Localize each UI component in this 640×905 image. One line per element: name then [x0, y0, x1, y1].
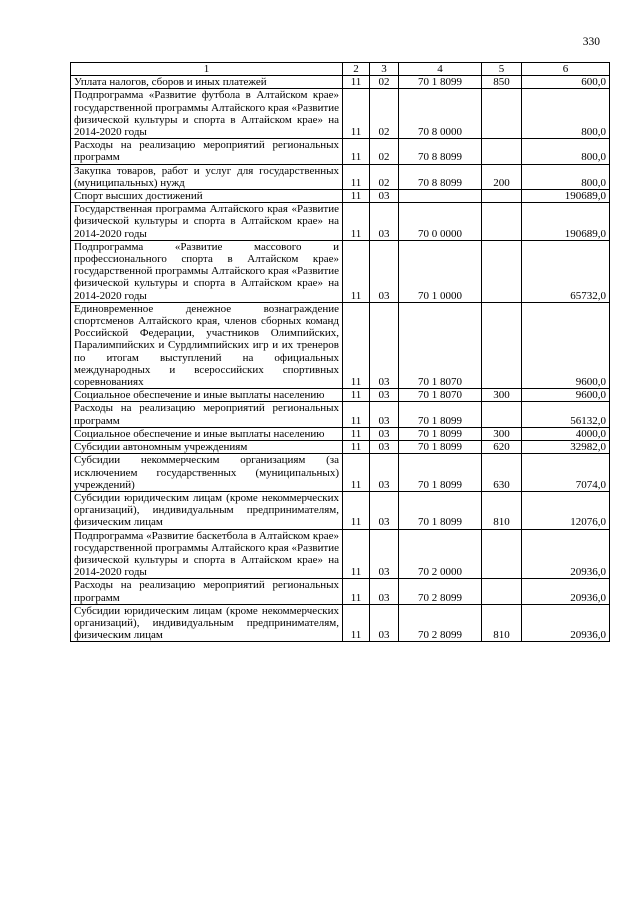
- row-expense-type: [482, 579, 522, 604]
- row-expense-type: 810: [482, 604, 522, 642]
- row-expense-type: [482, 240, 522, 302]
- row-expense-type: 620: [482, 441, 522, 454]
- table-row: [71, 76, 610, 89]
- row-amount: 800,0: [522, 139, 610, 164]
- row-section: 11: [343, 441, 370, 454]
- row-name: Подпрограмма «Развитие массового и профессионального спорта в Алтайском крае» государственной программы Алтайского края «Развитие физической культуры и спорта в Алтайском крае» на 2014-2020 годы: [71, 240, 343, 302]
- row-expense-type: [482, 529, 522, 579]
- table-row: [71, 190, 610, 203]
- table-row: [71, 89, 610, 139]
- row-target-article: 70 1 8099: [399, 454, 482, 492]
- row-subsection: 03: [370, 427, 399, 440]
- row-amount: 800,0: [522, 164, 610, 189]
- row-section: 11: [343, 402, 370, 427]
- row-target-article: [399, 190, 482, 203]
- header-col-6: 6: [522, 63, 610, 76]
- row-amount: 9600,0: [522, 302, 610, 388]
- row-expense-type: [482, 402, 522, 427]
- table-row: [71, 139, 610, 164]
- row-target-article: 70 2 8099: [399, 604, 482, 642]
- row-amount: 20936,0: [522, 579, 610, 604]
- row-section: 11: [343, 302, 370, 388]
- header-col-5: 5: [482, 63, 522, 76]
- table-row: [71, 427, 610, 440]
- table-row: [71, 604, 610, 642]
- row-amount: 800,0: [522, 89, 610, 139]
- budget-table: [70, 62, 610, 642]
- row-subsection: 03: [370, 491, 399, 529]
- row-name: Подпрограмма «Развитие футбола в Алтайском крае» государственной программы Алтайского края «Развитие физической культуры и спорта в Алтайском крае» на 2014-2020 годы: [71, 89, 343, 139]
- row-section: 11: [343, 454, 370, 492]
- row-subsection: 02: [370, 164, 399, 189]
- row-target-article: 70 1 8099: [399, 76, 482, 89]
- row-target-article: 70 1 8070: [399, 302, 482, 388]
- row-section: 11: [343, 139, 370, 164]
- row-section: 11: [343, 240, 370, 302]
- row-section: 11: [343, 164, 370, 189]
- row-target-article: 70 0 0000: [399, 203, 482, 241]
- row-amount: 20936,0: [522, 604, 610, 642]
- row-subsection: 03: [370, 454, 399, 492]
- row-expense-type: 630: [482, 454, 522, 492]
- row-amount: 9600,0: [522, 389, 610, 402]
- row-expense-type: [482, 203, 522, 241]
- row-subsection: 03: [370, 441, 399, 454]
- row-amount: 65732,0: [522, 240, 610, 302]
- header-col-4: 4: [399, 63, 482, 76]
- header-row: [71, 63, 610, 76]
- row-name: Единовременное денежное вознаграждение спортсменов Алтайского края, членов сборных команд Российской Федерации, участников Олимпийских, Паралимпийских и Сурдлимпийских игр и их тренеров по итогам выступлений на официальных международных и всероссийских спортивных соревнованиях: [71, 302, 343, 388]
- row-name: Подпрограмма «Развитие баскетбола в Алтайском крае» государственной программы Алтайского края «Развитие физической культуры и спорта в Алтайском крае» на 2014-2020 годы: [71, 529, 343, 579]
- row-amount: 190689,0: [522, 203, 610, 241]
- table-row: [71, 240, 610, 302]
- row-section: 11: [343, 76, 370, 89]
- row-name: Государственная программа Алтайского края «Развитие физической культуры и спорта в Алтайском крае» на 2014-2020 годы: [71, 203, 343, 241]
- row-expense-type: [482, 139, 522, 164]
- row-subsection: 03: [370, 529, 399, 579]
- table-row: [71, 491, 610, 529]
- row-amount: 12076,0: [522, 491, 610, 529]
- row-section: 11: [343, 389, 370, 402]
- row-name: Спорт высших достижений: [71, 190, 343, 203]
- row-amount: 7074,0: [522, 454, 610, 492]
- row-expense-type: [482, 190, 522, 203]
- row-section: 11: [343, 604, 370, 642]
- row-subsection: 03: [370, 389, 399, 402]
- row-expense-type: 200: [482, 164, 522, 189]
- table-row: [71, 579, 610, 604]
- row-name: Закупка товаров, работ и услуг для государственных (муниципальных) нужд: [71, 164, 343, 189]
- row-expense-type: [482, 89, 522, 139]
- page-number: 330: [582, 36, 600, 48]
- row-target-article: 70 1 0000: [399, 240, 482, 302]
- row-expense-type: 300: [482, 389, 522, 402]
- row-subsection: 03: [370, 203, 399, 241]
- row-subsection: 03: [370, 604, 399, 642]
- row-target-article: 70 8 0000: [399, 89, 482, 139]
- row-target-article: 70 2 0000: [399, 529, 482, 579]
- row-section: 11: [343, 190, 370, 203]
- row-target-article: 70 1 8099: [399, 491, 482, 529]
- row-target-article: 70 1 8099: [399, 402, 482, 427]
- row-name: Субсидии юридическим лицам (кроме некоммерческих организаций), индивидуальным предпринимателям, физическим лицам: [71, 491, 343, 529]
- row-target-article: 70 1 8099: [399, 427, 482, 440]
- row-amount: 4000,0: [522, 427, 610, 440]
- table-row: [71, 389, 610, 402]
- row-expense-type: [482, 302, 522, 388]
- row-expense-type: 810: [482, 491, 522, 529]
- row-name: Социальное обеспечение и иные выплаты населению: [71, 389, 343, 402]
- row-expense-type: 850: [482, 76, 522, 89]
- row-section: 11: [343, 491, 370, 529]
- row-section: 11: [343, 203, 370, 241]
- row-name: Расходы на реализацию мероприятий региональных программ: [71, 579, 343, 604]
- header-col-1: 1: [71, 63, 343, 76]
- row-subsection: 03: [370, 302, 399, 388]
- row-section: 11: [343, 89, 370, 139]
- row-amount: 600,0: [522, 76, 610, 89]
- row-amount: 190689,0: [522, 190, 610, 203]
- row-name: Субсидии некоммерческим организациям (за исключением государственных (муниципальных) учреждений): [71, 454, 343, 492]
- row-subsection: 03: [370, 402, 399, 427]
- row-section: 11: [343, 529, 370, 579]
- table-row: [71, 529, 610, 579]
- row-expense-type: 300: [482, 427, 522, 440]
- row-name: Расходы на реализацию мероприятий региональных программ: [71, 402, 343, 427]
- row-target-article: 70 1 8099: [399, 441, 482, 454]
- row-subsection: 03: [370, 190, 399, 203]
- row-name: Социальное обеспечение и иные выплаты населению: [71, 427, 343, 440]
- row-amount: 32982,0: [522, 441, 610, 454]
- row-subsection: 03: [370, 240, 399, 302]
- table-row: [71, 203, 610, 241]
- row-subsection: 02: [370, 76, 399, 89]
- row-amount: 20936,0: [522, 529, 610, 579]
- row-target-article: 70 1 8070: [399, 389, 482, 402]
- row-target-article: 70 8 8099: [399, 164, 482, 189]
- row-target-article: 70 2 8099: [399, 579, 482, 604]
- row-name: Субсидии юридическим лицам (кроме некоммерческих организаций), индивидуальным предпринимателям, физическим лицам: [71, 604, 343, 642]
- row-section: 11: [343, 579, 370, 604]
- table-row: [71, 402, 610, 427]
- header-col-2: 2: [343, 63, 370, 76]
- row-subsection: 02: [370, 139, 399, 164]
- table-row: [71, 454, 610, 492]
- row-subsection: 02: [370, 89, 399, 139]
- row-target-article: 70 8 8099: [399, 139, 482, 164]
- row-amount: 56132,0: [522, 402, 610, 427]
- table-row: [71, 441, 610, 454]
- table-row: [71, 302, 610, 388]
- header-col-3: 3: [370, 63, 399, 76]
- row-name: Субсидии автономным учреждениям: [71, 441, 343, 454]
- row-name: Расходы на реализацию мероприятий региональных программ: [71, 139, 343, 164]
- row-section: 11: [343, 427, 370, 440]
- row-name: Уплата налогов, сборов и иных платежей: [71, 76, 343, 89]
- table-row: [71, 164, 610, 189]
- row-subsection: 03: [370, 579, 399, 604]
